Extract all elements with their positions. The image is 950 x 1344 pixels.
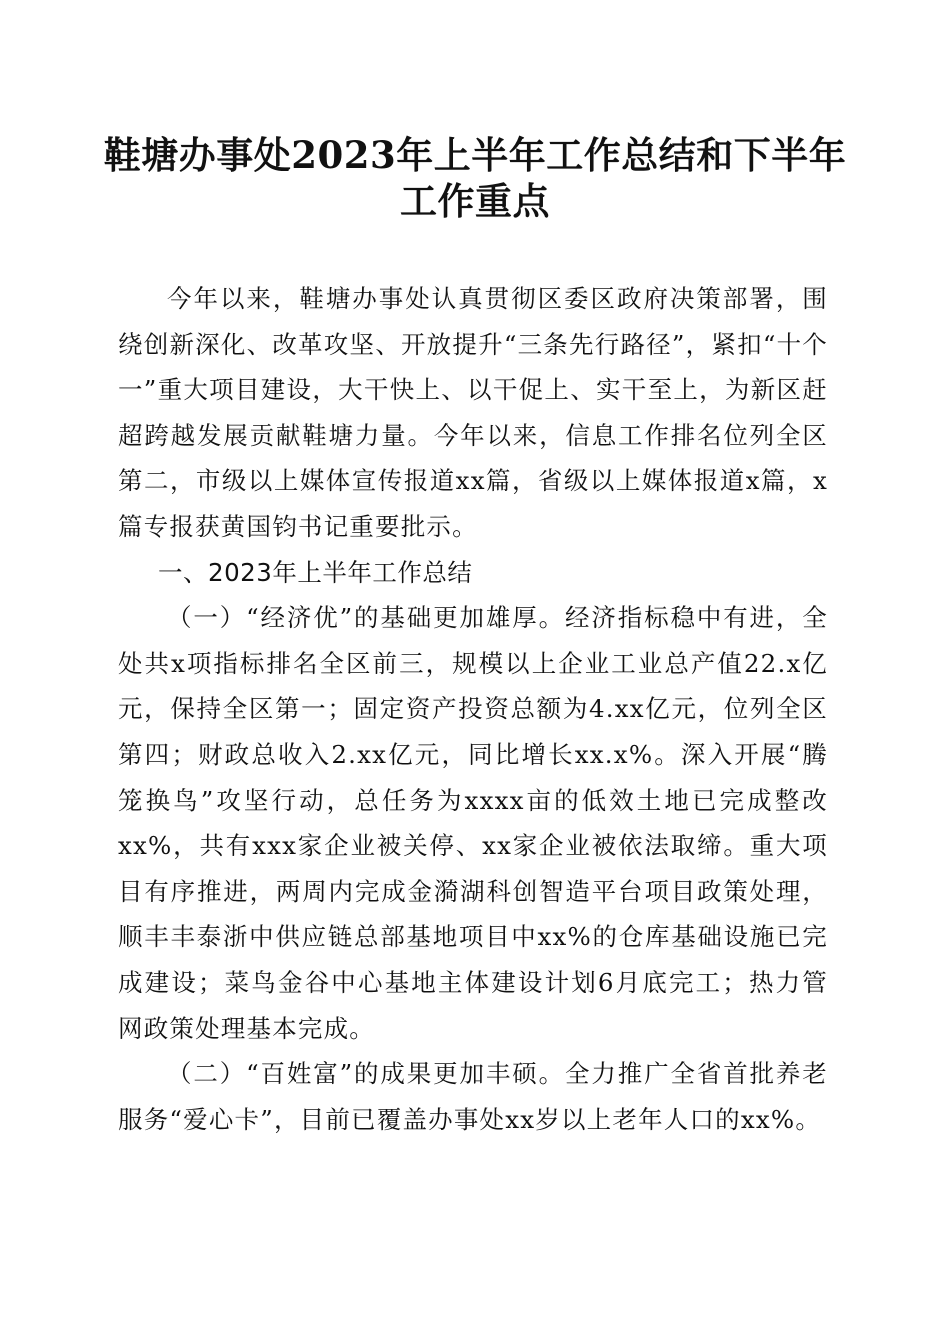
section-heading-1: 一、2023年上半年工作总结	[158, 557, 473, 587]
subsection-paragraph-2	[118, 1051, 828, 1142]
document-body	[118, 276, 828, 1142]
title-line-1: 鞋塘办事处2023年上半年工作总结和下半年	[103, 133, 847, 177]
subsection-paragraph-1	[118, 595, 828, 1051]
intro-paragraph: 今年以来，鞋塘办事处认真贯彻区委区政府决策部署，围绕创新深化、改革攻坚、开放提升“三条先行路径”，紧扣“十个一”重大项目建设，大干快上、以干促上、实干至上，为新区赶超跨越发展贡献鞋塘力量。今年以来，信息工作排名位列全区第二，市级以上媒体宣传报道xx篇，省级以上媒体报道x篇，x篇专报获黄国钧书记重要批示。	[118, 284, 828, 541]
title-line-2: 工作重点	[400, 179, 550, 223]
document-title	[100, 132, 850, 224]
subsection-lead-1: （一）“经济优”的基础更加雄厚。	[167, 603, 565, 633]
subsection-lead-2: （二）“百姓富”的成果更加丰硕。	[167, 1059, 565, 1089]
subsection-text-2: 全力推广全省首批养老服务“爱心卡”，目前已覆盖办事处xx岁以上老年人口的xx%。	[118, 1059, 828, 1134]
subsection-text-1: 经济指标稳中有进，全处共x项指标排名全区前三，规模以上企业工业总产值22.x亿元，保持全区第一；固定资产投资总额为4.xx亿元，位列全区第四；财政总收入2.xx亿元，同比增长xx.x%。深入开展“腾笼换鸟”攻坚行动，总任务为xxxx亩的低效土地已完成整改xx%，共有xxx家企业被关停、xx家企业被依法取缔。重大项目有序推进，两周内完成金漪湖科创智造平台项目政策处理，顺丰丰泰浙中供应链总部基地项目中xx%的仓库基础设施已完成建设；菜鸟金谷中心基地主体建设计划6月底完工；热力管网政策处理基本完成。	[118, 603, 828, 1043]
